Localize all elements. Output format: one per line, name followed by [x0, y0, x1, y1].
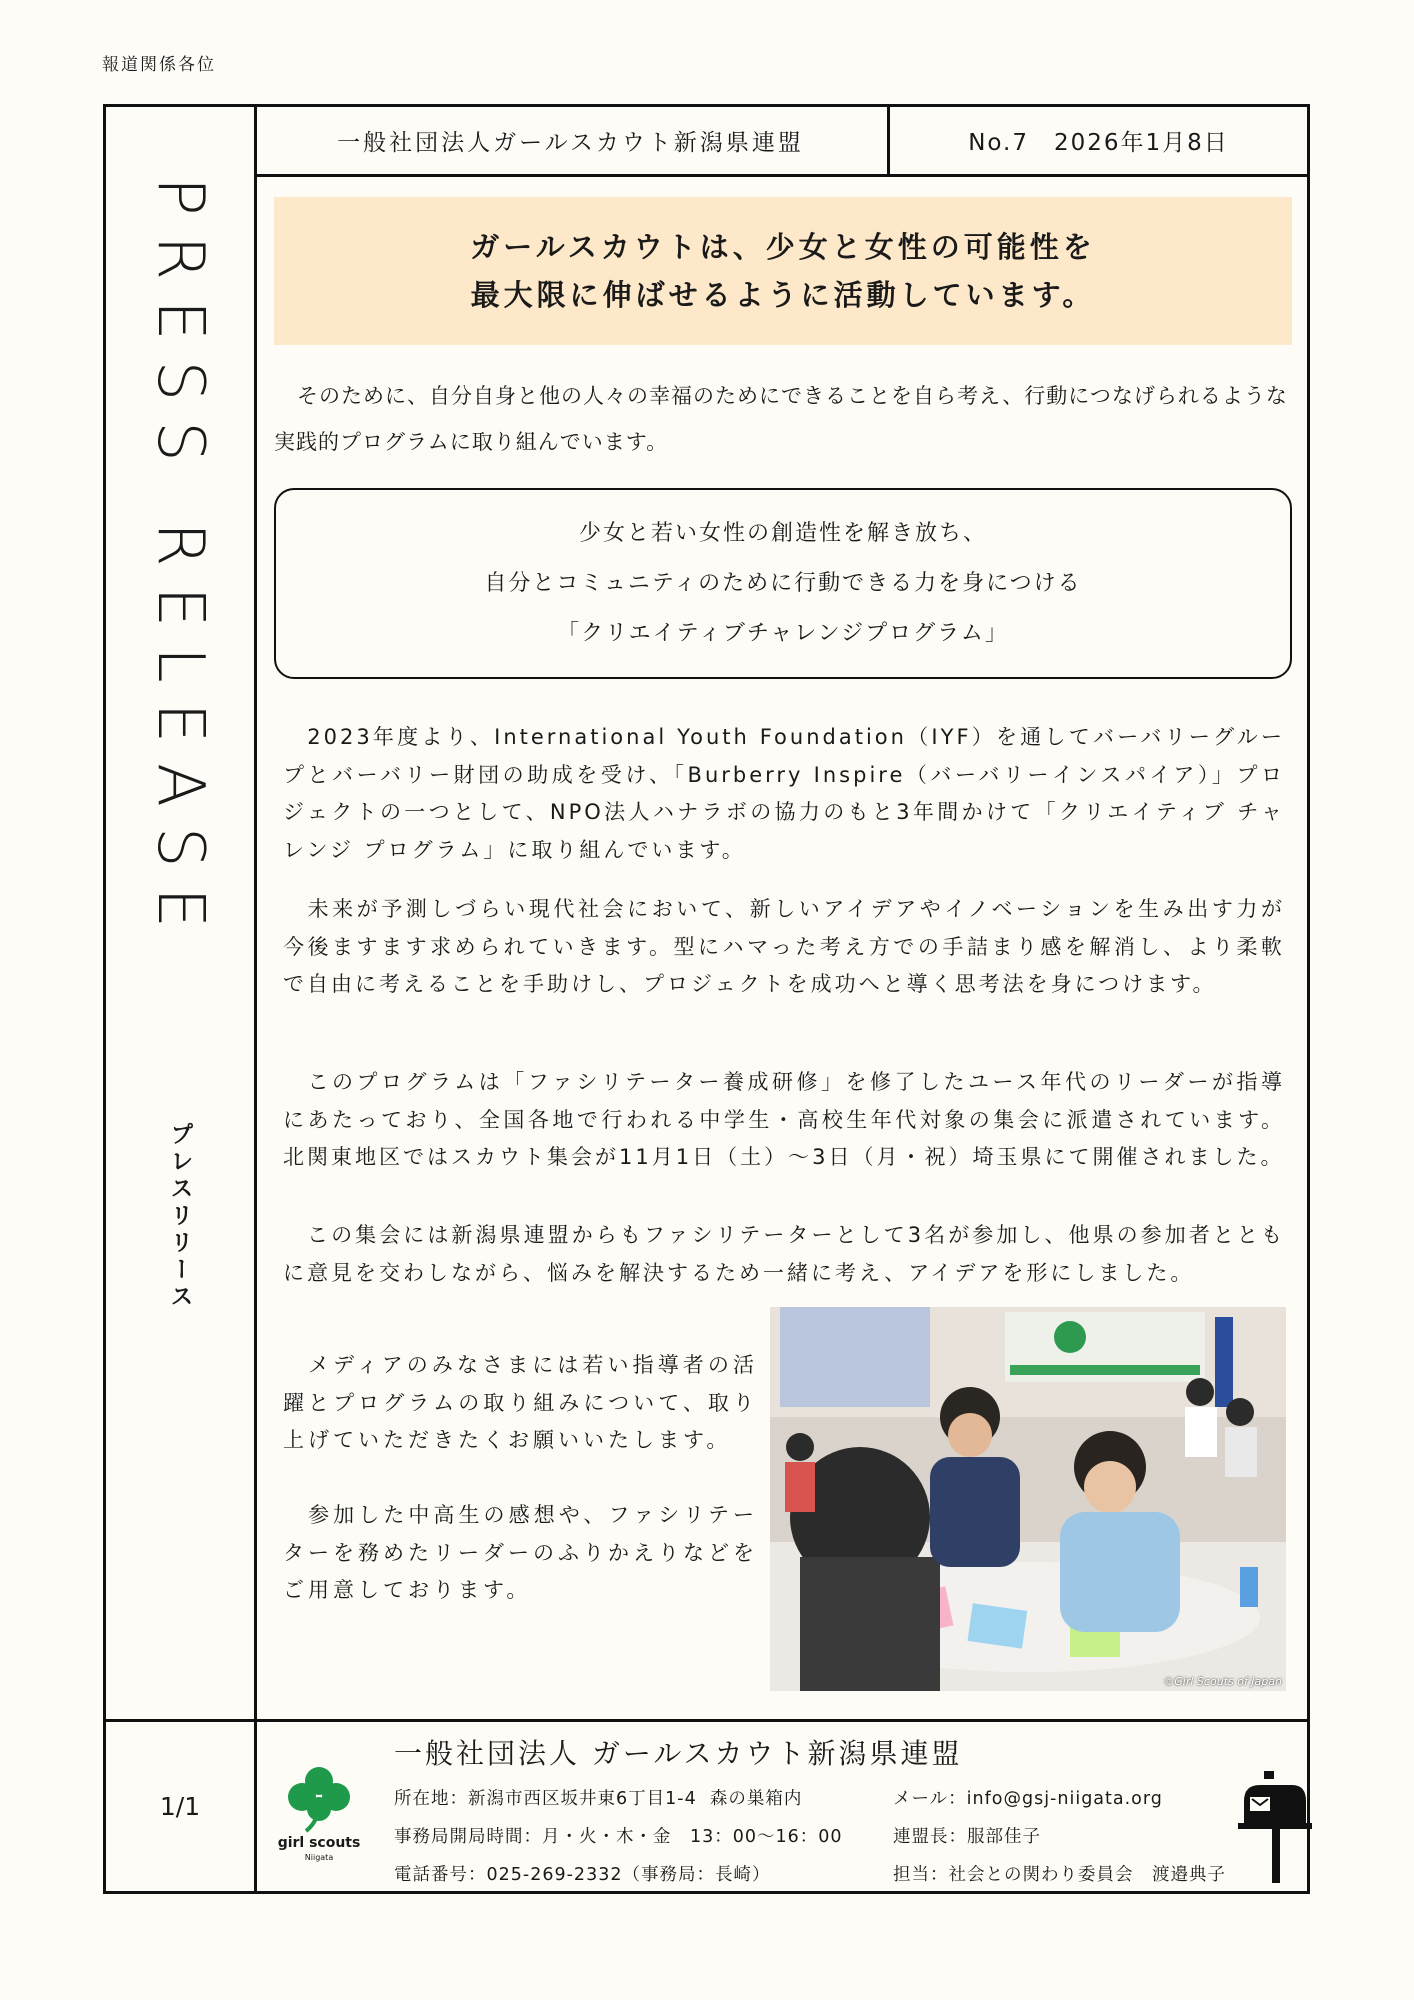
- body-paragraph-4: この集会には新潟県連盟からもファシリテーターとして3名が参加し、他県の参加者とともに意見を交わしながら、悩みを解決するため一緒に考え、アイデアを形にしました。: [283, 1223, 1285, 1285]
- photo-credit: ©Girl Scouts of Japan: [1163, 1675, 1282, 1688]
- footer-contact: 担当：社会との関わり委員会 渡邉典子: [893, 1865, 1226, 1885]
- headline-banner: [274, 197, 1292, 345]
- footer-hours: 事務局開局時間：月・火・木・金 13：00〜16：00: [394, 1827, 843, 1847]
- body-paragraph-6: 参加した中高生の感想や、ファシリテーターを務めたリーダーのふりかえりなどをご用意しております。: [283, 1503, 758, 1602]
- event-photo: [770, 1307, 1286, 1691]
- side-title: [106, 177, 254, 948]
- footer-address: 所在地：新潟市西区坂井東6丁目1-4 森の巣箱内: [394, 1789, 803, 1809]
- headline-line-2: 最大限に伸ばせるように活動しています。: [470, 278, 1096, 312]
- program-line-1: 少女と若い女性の創造性を解き放ち、: [578, 520, 987, 546]
- footer-email: メール：info@gsj-niigata.org: [893, 1789, 1163, 1809]
- side-subtitle: [106, 1122, 254, 1311]
- addressee: 報道関係各位: [102, 55, 216, 75]
- press-release-title: PRESS RELEASE: [143, 177, 217, 948]
- header-issue-date: No.7 2026年1月8日: [968, 130, 1229, 156]
- girl-scouts-logo: [278, 1757, 360, 1865]
- page-number: 1/1: [159, 1792, 201, 1821]
- body-paragraph-1: 2023年度より、International Youth Foundation（IYF）を通してバーバリーグループとバーバリー財団の助成を受け、「Burberry Inspire（バーバリーインスパイア）」プロジェクトの一つとして、NPO法人ハナラボの協力のもと3年間かけて「クリエイティブ チャレンジ プログラム」に取り組んでいます。: [283, 725, 1285, 862]
- footer-president: 連盟長：服部佳子: [893, 1827, 1041, 1847]
- body-paragraph-2: 未来が予測しづらい現代社会において、新しいアイデアやイノベーションを生み出す力が今後ますます求められていきます。型にハマった考え方での手詰まり感を解消し、より柔軟で自由に考えることを手助けし、プロジェクトを成功へと導く思考法を身につけます。: [283, 897, 1285, 996]
- mailbox-icon: [1234, 1771, 1314, 1883]
- body-paragraph-3: このプログラムは「ファシリテーター養成研修」を修了したユース年代のリーダーが指導にあたっており、全国各地で行われる中学生・高校生年代対象の集会に派遣されています。北関東地区ではスカウト集会が11月1日（土）〜3日（月・祝）埼玉県にて開催されました。: [283, 1070, 1285, 1169]
- frame-header-divider: [254, 174, 1307, 177]
- program-box: [274, 488, 1292, 679]
- frame-vertical-divider: [254, 107, 257, 1891]
- press-release-frame: [103, 104, 1310, 1894]
- footer-phone: 電話番号：025-269-2332（事務局：長崎）: [394, 1865, 771, 1885]
- body-paragraph-5: メディアのみなさまには若い指導者の活躍とプログラムの取り組みについて、取り上げていただきたくお願いいたします。: [283, 1353, 758, 1452]
- headline-line-1: ガールスカウトは、少女と女性の可能性を: [470, 230, 1096, 264]
- intro-text: そのために、自分自身と他の人々の幸福のためにできることを自ら考え、行動につなげられるような実践的プログラムに取り組んでいます。: [274, 384, 1288, 454]
- program-line-3: 「クリエイティブチャレンジプログラム」: [557, 620, 1009, 646]
- event-photo-illustration: [770, 1307, 1286, 1691]
- header-organization: 一般社団法人ガールスカウト新潟県連盟: [337, 130, 804, 156]
- footer-organization: 一般社団法人 ガールスカウト新潟県連盟: [394, 1737, 963, 1770]
- press-release-subtitle: プレスリリース: [166, 1122, 193, 1311]
- logo-subtext: Niigata: [304, 1853, 334, 1862]
- program-line-2: 自分とコミュニティのために行動できる力を身につける: [484, 570, 1082, 596]
- frame-footer-divider: [106, 1719, 1307, 1722]
- logo-text: girl scouts: [278, 1835, 360, 1851]
